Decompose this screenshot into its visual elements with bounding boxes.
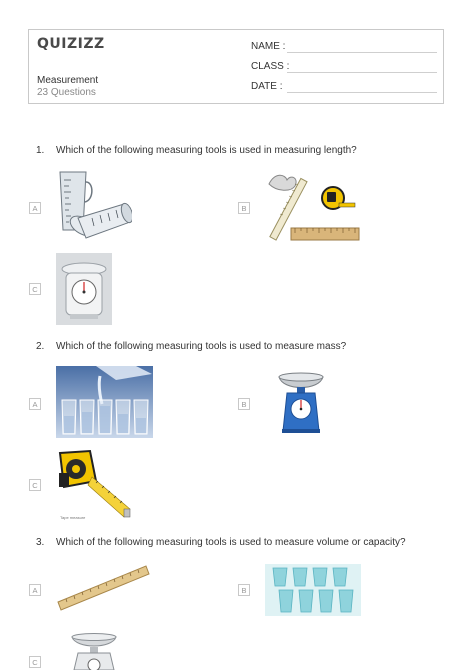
option-a[interactable]: A [29,584,41,596]
option-b[interactable]: B [238,398,250,410]
wooden-ruler-image [56,562,150,614]
question-number: 1. [36,145,45,156]
scale-image [68,633,120,670]
question-number: 3. [36,537,45,548]
question-text: Which of the following measuring tools is used to measure mass? [56,341,347,352]
option-b[interactable]: B [238,202,250,214]
class-line[interactable] [287,72,437,73]
option-c[interactable]: C [29,283,41,295]
quizizz-logo: QUIZIZZ [37,36,105,52]
question-count: 23 Questions [37,87,96,98]
kitchen-scale-image [56,253,112,325]
option-b[interactable]: B [238,584,250,596]
question-text: Which of the following measuring tools is used in measuring length? [56,145,357,156]
image-caption: Tape measure [60,515,86,520]
name-line[interactable] [287,52,437,53]
question-2 [36,341,346,352]
class-label: CLASS : [251,61,290,72]
date-line[interactable] [287,92,437,93]
option-c[interactable]: C [29,479,41,491]
worksheet-header [28,29,444,104]
option-c[interactable]: C [29,656,41,668]
question-text: Which of the following measuring tools is used to measure volume or capacity? [56,537,406,548]
option-a[interactable]: A [29,202,41,214]
date-label: DATE : [251,81,283,92]
measuring-cups-image [56,170,132,246]
tape-measure-image [56,447,132,521]
blue-cups-image [265,564,361,616]
rulers-and-tape-image [265,170,361,244]
question-number: 2. [36,341,45,352]
worksheet-title: Measurement [37,75,99,86]
question-1 [36,145,357,156]
name-label: NAME : [251,41,286,52]
option-a[interactable]: A [29,398,41,410]
blue-scale-image [277,369,325,435]
water-glasses-image [56,366,153,438]
question-3 [36,537,406,548]
